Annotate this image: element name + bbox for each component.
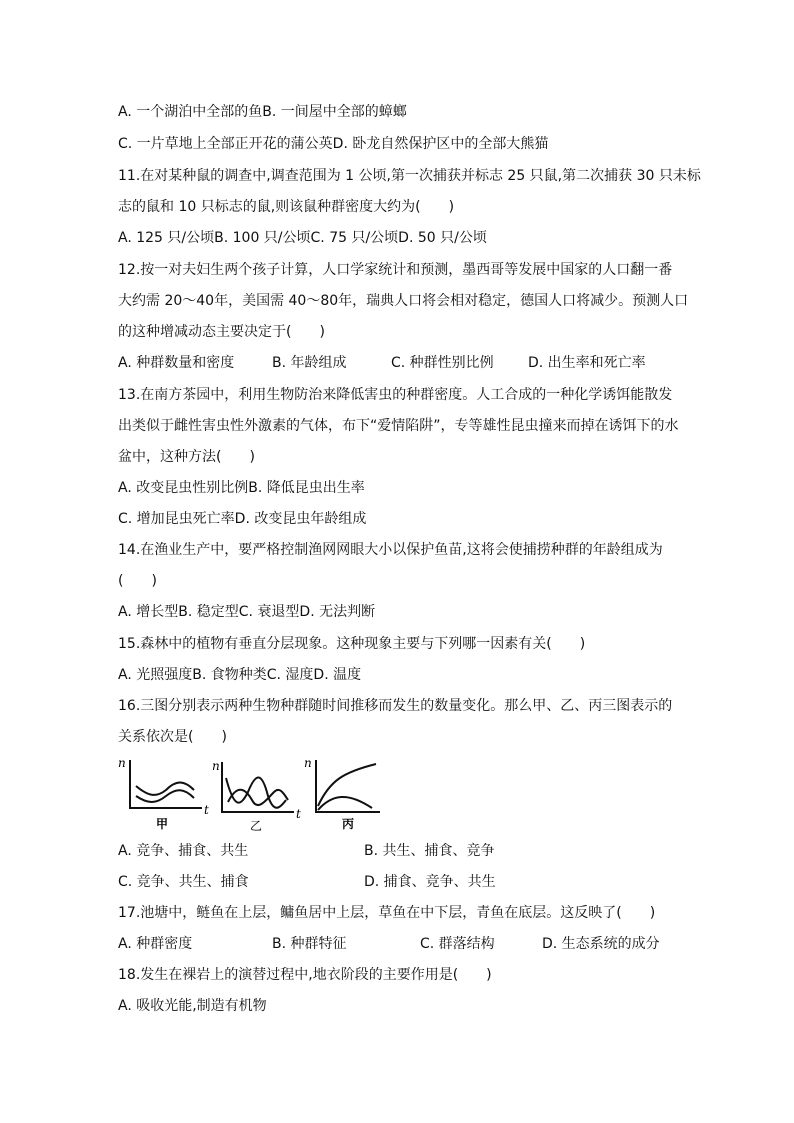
graph-yi-x-label: t [296,807,301,821]
graph-yi-caption: 乙 [250,819,263,833]
graph-yi [212,759,301,833]
q12-stem-line1: 12.按一对夫妇生两个孩子计算，人口学家统计和预测，墨西哥等发展中国家的人口翻一番 [118,262,673,278]
q12-option-b: B. 年龄组成 [272,355,347,371]
q17-option-d: D. 生态系统的成分 [542,936,660,952]
graph-bing-curve-2 [318,797,372,810]
graph-jia-y-label: n [118,756,126,770]
q16-stem-line2: 关系依次是( ) [118,729,227,745]
graph-jia-caption: 甲 [156,817,169,831]
q17-stem: 17.池塘中，鲢鱼在上层，鳙鱼居中上层，草鱼在中下层，青鱼在底层。这反映了( ) [118,905,656,921]
q13-options-line2: C. 增加昆虫死亡率D. 改变昆虫年龄组成 [118,511,367,527]
graph-jia [118,756,209,831]
graph-jia-axes [130,760,202,808]
q16-option-d: D. 捕食、竞争、共生 [364,874,496,890]
q12-option-c: C. 种群性别比例 [391,355,494,371]
graph-bing [304,756,380,831]
q16-option-b: B. 共生、捕食、竞争 [364,843,495,859]
q17-option-c: C. 群落结构 [420,936,495,952]
q18-stem: 18.发生在裸岩上的演替过程中,地衣阶段的主要作用是( ) [118,967,492,983]
q15-stem: 15.森林中的植物有垂直分层现象。这种现象主要与下列哪一因素有关( ) [118,636,586,652]
population-graphs [118,756,398,834]
q12-option-d: D. 出生率和死亡率 [528,355,646,371]
graph-bing-curve-1 [318,764,376,806]
graph-jia-x-label: t [204,803,209,817]
q15-options: A. 光照强度B. 食物种类C. 湿度D. 温度 [118,667,362,683]
q16-option-a: A. 竞争、捕食、共生 [118,843,249,859]
q10-options-line2: C. 一片草地上全部正开花的蒲公英D. 卧龙自然保护区中的全部大熊猫 [118,136,549,152]
q16-option-c: C. 竞争、共生、捕食 [118,874,249,890]
q13-stem-line2: 出类似于雌性害虫性外激素的气体，布下“爱情陷阱”，专等雄性昆虫撞来而掉在诱饵下的水 [118,418,679,434]
graph-bing-y-label: n [304,756,312,770]
q13-stem-line3: 盆中，这种方法( ) [118,449,255,465]
q13-stem-line1: 13.在南方茶园中，利用生物防治来降低害虫的种群密度。人工合成的一种化学诱饵能散发 [118,387,673,403]
q12-option-a: A. 种群数量和密度 [118,355,235,371]
graph-bing-axes [316,760,380,812]
q13-options-line1: A. 改变昆虫性别比例B. 降低昆虫出生率 [118,480,365,496]
q17-option-b: B. 种群特征 [272,936,347,952]
q11-stem-line2: 志的鼠和 10 只标志的鼠,则该鼠种群密度大约为( ) [118,199,455,215]
q11-options: A. 125 只/公顷B. 100 只/公顷C. 75 只/公顷D. 50 只/公顷 [118,230,487,246]
q14-options: A. 增长型B. 稳定型C. 衰退型D. 无法判断 [118,604,376,620]
q14-stem-line2: ( ) [118,573,157,589]
q11-stem-line1: 11.在对某种鼠的调查中,调查范围为 1 公顷,第一次捕获并标志 25 只鼠,第二次捕获 30 只未标 [118,168,701,184]
graph-yi-y-label: n [212,759,220,773]
q12-stem-line3: 的这种增减动态主要决定于( ) [118,324,325,340]
q14-stem-line1: 14.在渔业生产中，要严格控制渔网网眼大小以保护鱼苗,这将会使捕捞种群的年龄组成为 [118,542,663,558]
q18-option-a: A. 吸收光能,制造有机物 [118,998,267,1014]
q10-options-line1: A. 一个湖泊中全部的鱼B. 一间屋中全部的蟑螂 [118,104,407,120]
q12-stem-line2: 大约需 20～40年，美国需 40～80年，瑞典人口将会相对稳定，德国人口将减少。预测人口 [118,293,689,309]
q16-stem-line1: 16.三图分别表示两种生物种群随时间推移而发生的数量变化。那么甲、乙、丙三图表示的 [118,698,673,714]
q17-option-a: A. 种群密度 [118,936,193,952]
graph-jia-curve-1 [136,783,194,795]
graph-bing-caption: 丙 [342,817,355,831]
